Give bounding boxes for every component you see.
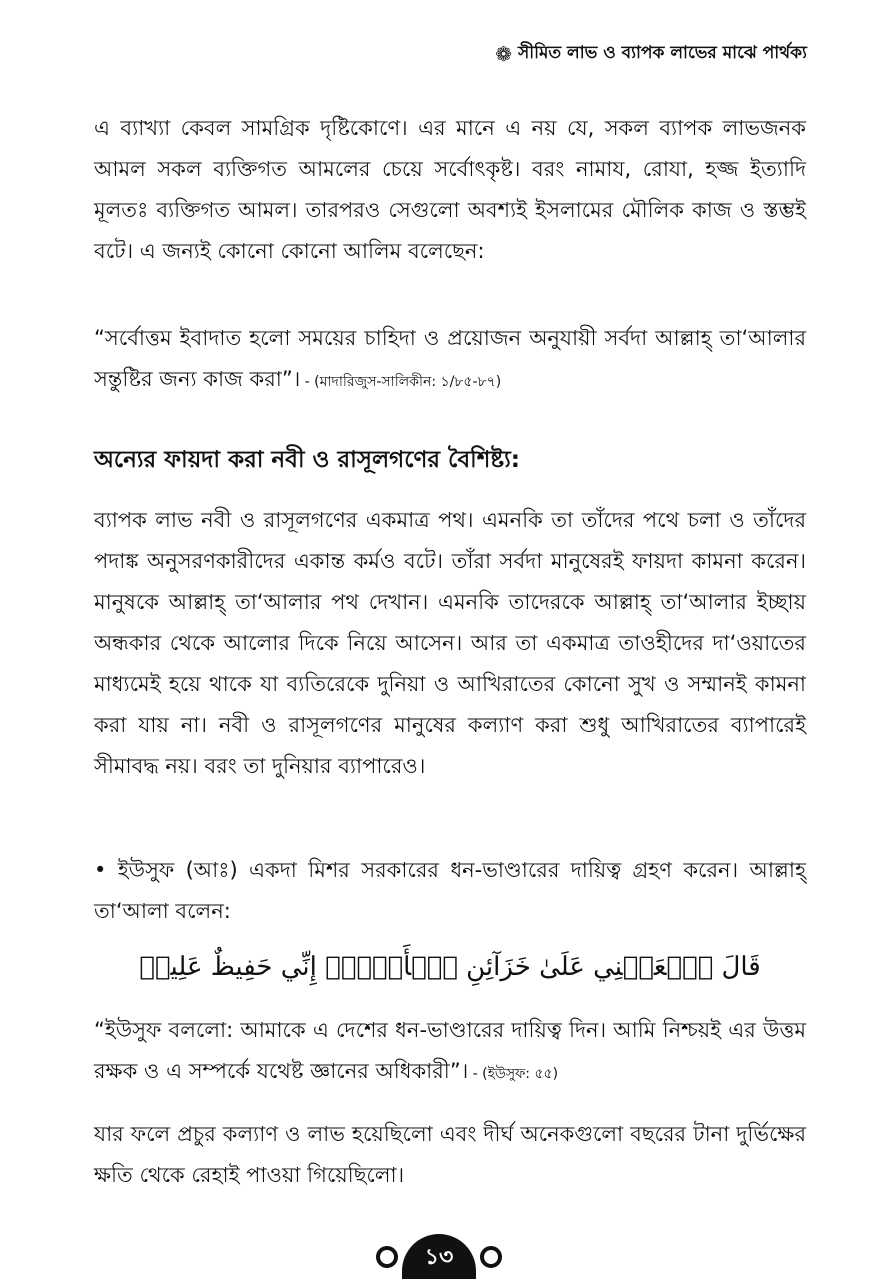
page-number: ১৩: [402, 1234, 476, 1279]
quote-1-citation: - (মাদারিজুস-সালিকীন: ১/৮৫-৮৭): [300, 374, 502, 390]
section-heading: অন্যের ফায়দা করা নবী ও রাসূলগণের বৈশিষ্ট্য:: [94, 447, 520, 473]
flower-ornament-icon: ❁: [495, 42, 512, 66]
running-header: [495, 40, 807, 68]
paragraph-1: এ ব্যাখ্যা কেবল সামগ্রিক দৃষ্টিকোণে। এর মানে এ নয় যে, সকল ব্যাপক লাভজনক আমল সকল ব্যক্তিগত আমলের চেয়ে সর্বোৎকৃষ্ট। বরং নামায, রোযা, হজ্জ ইত্যাদি মূলতঃ ব্যক্তিগত আমল। তারপরও সেগুলো অবশ্যই ইসলামের মৌলিক কাজ ও স্তম্ভই বটে। এ জন্যই কোনো কোনো আলিম বলেছেন:: [94, 116, 806, 263]
paragraph-2: ব্যাপক লাভ নবী ও রাসূলগণের একমাত্র পথ। এমনকি তা তাঁদের পথে চলা ও তাঁদের পদাঙ্ক অনুসরণকারীদের একান্ত কর্মও বটে। তাঁরা সর্বদা মানুষেরই ফায়দা কামনা করেন। মানুষকে আল্লাহ্ তা‘আলার পথ দেখান। এমনকি তাদেরকে আল্লাহ্ তা‘আলার ইচ্ছায় অন্ধকার থেকে আলোর দিকে নিয়ে আসেন। আর তা একমাত্র তাওহীদের দা‘ওয়াতের মাধ্যমেই হয়ে থাকে যা ব্যতিরেকে দুনিয়া ও আখিরাতের কোনো সুখ ও সম্মানই কামনা করা যায় না। নবী ও রাসূলগণের মানুষের কল্যাণ করা শুধু আখিরাতের ব্যাপারেই সীমাবদ্ধ নয়। বরং তা দুনিয়ার ব্যাপারেও।: [94, 508, 806, 778]
quote-2-block: [94, 1010, 806, 1095]
arabic-verse: قَالَ ٱجۡعَلۡنِي عَلَىٰ خَزَآئِنِ ٱلۡأَرۡضِۖ إِنِّي حَفِيظٌ عَلِيمٞ: [139, 952, 761, 982]
ring-ornament-right: [480, 1246, 502, 1268]
quote-1: “সর্বোত্তম ইবাদাত হলো সময়ের চাহিদা ও প্রয়োজন অনুযায়ী সর্বদা আল্লাহ্ তা‘আলার সন্তুষ্টির জন্য কাজ করা”।: [94, 326, 806, 391]
quote-1-block: [94, 318, 806, 403]
paragraph-4: যার ফলে প্রচুর কল্যাণ ও লাভ হয়েছিলো এবং দীর্ঘ অনেকগুলো বছরের টানা দুর্ভিক্ষের ক্ষতি থেকে রেহাই পাওয়া গিয়েছিলো।: [94, 1122, 806, 1187]
quote-2-citation: - (ইউসুফ: ৫৫): [468, 1066, 559, 1082]
paragraph-3: • ইউসুফ (আঃ) একদা মিশর সরকারের ধন-ভাণ্ডারের দায়িত্ব গ্রহণ করেন। আল্লাহ্ তা‘আলা বলেন:: [94, 858, 806, 923]
quote-2: “ইউসুফ বললো: আমাকে এ দেশের ধন-ভাণ্ডারের দায়িত্ব দিন। আমি নিশ্চয়ই এর উত্তম রক্ষক ও এ সম্পর্কে যথেষ্ট জ্ঞানের অধিকারী”।: [94, 1018, 806, 1083]
ring-ornament-left: [376, 1246, 398, 1268]
page-footer: [376, 1234, 502, 1279]
header-title: সীমিত লাভ ও ব্যাপক লাভের মাঝে পার্থক্য: [517, 43, 807, 63]
